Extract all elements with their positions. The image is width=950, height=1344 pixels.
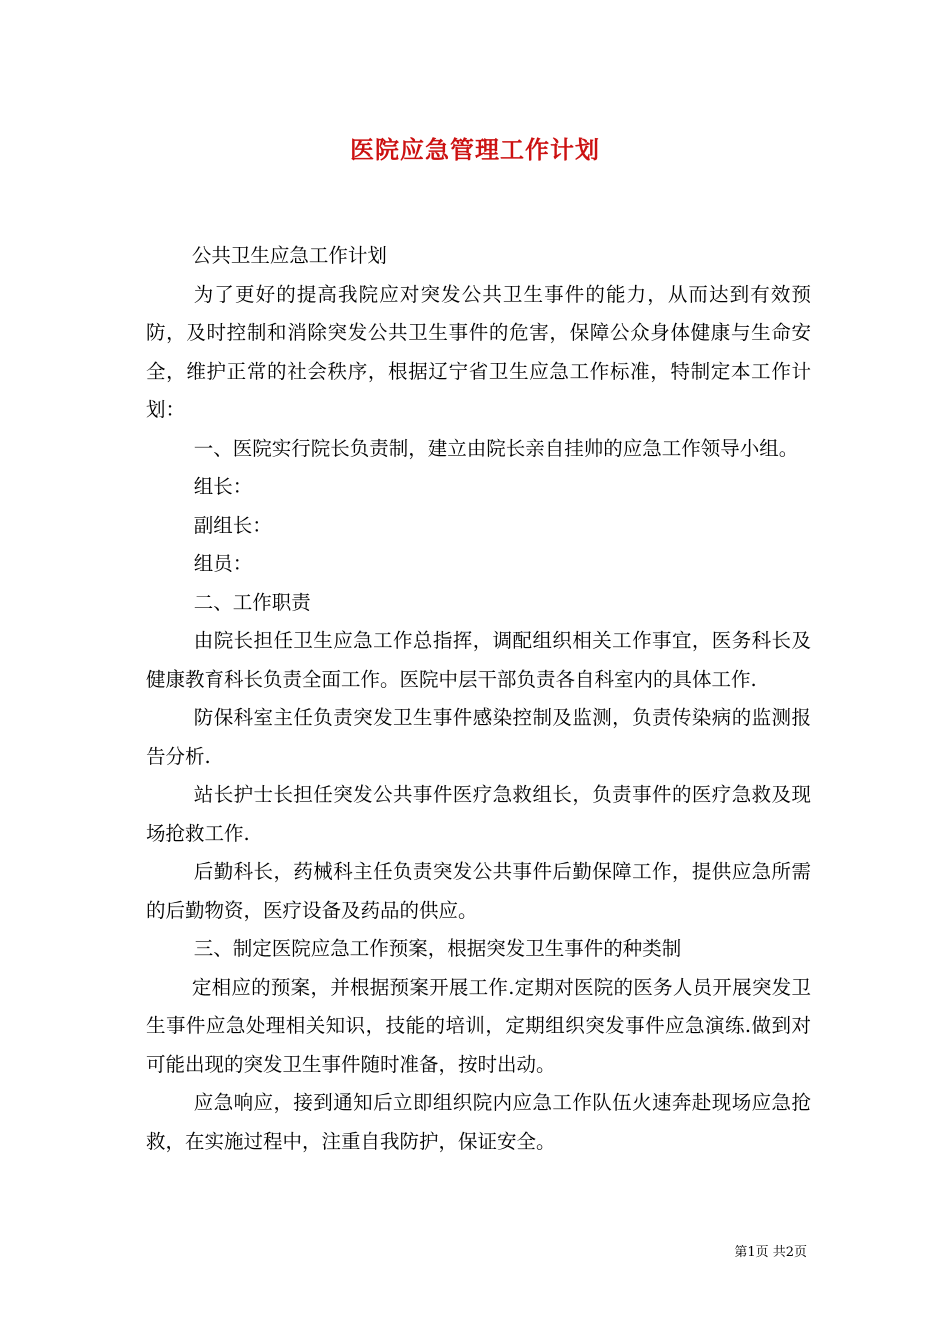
paragraph-section-1: 一、医院实行院长负责制，建立由院长亲自挂帅的应急工作领导小组。 (193, 436, 799, 460)
paragraph-intro: 为了更好的提高我院应对突发公共卫生事件的能力，从而达到有效预防，及时控制和消除突发公共卫生事件的危害，保障公众身体健康与生命安全，维护正常的社会秩序，根据辽宁省卫生应急工作标准，特制定本工作计划： (146, 282, 811, 421)
paragraph-duty-president: 由院长担任卫生应急工作总指挥，调配组织相关工作事宜，医务科长及健康教育科长负责全面工作。医院中层干部负责各自科室内的具体工作. (146, 629, 811, 691)
document-body (146, 237, 811, 1161)
paragraph-vice-leader: 副组长： (193, 513, 272, 537)
paragraph-response: 应急响应，接到通知后立即组织院内应急工作队伍火速奔赴现场应急抢救，在实施过程中，注重自我防护，保证安全。 (146, 1091, 811, 1153)
document-title: 医院应急管理工作计划 (350, 135, 600, 164)
paragraph-members: 组员： (193, 552, 253, 575)
paragraph-duty-nurse: 站长护士长担任突发公共事件医疗急救组长，负责事件的医疗急救及现场抢救工作. (146, 783, 811, 845)
paragraph-duty-prevention: 防保科室主任负责突发卫生事件感染控制及监测，负责传染病的监测报告分析. (146, 706, 811, 768)
paragraph-plan-detail: 定相应的预案，并根据预案开展工作.定期对医院的医务人员开展突发卫生事件应急处理相关知识，技能的培训，定期组织突发事件应急演练.做到对可能出现的突发卫生事件随时准备，按时出动。 (146, 975, 811, 1076)
paragraph-section-3-heading: 三、制定医院应急工作预案，根据突发卫生事件的种类制 (193, 937, 682, 960)
paragraph-section-2-heading: 二、工作职责 (193, 590, 311, 614)
section-subtitle: 公共卫生应急工作计划 (191, 244, 387, 267)
paragraph-leader: 组长： (193, 475, 253, 498)
page-number: 第1页 共2页 (734, 1245, 807, 1260)
paragraph-duty-logistics: 后勤科长，药械科主任负责突发公共事件后勤保障工作，提供应急所需的后勤物资，医疗设备及药品的供应。 (146, 860, 811, 922)
